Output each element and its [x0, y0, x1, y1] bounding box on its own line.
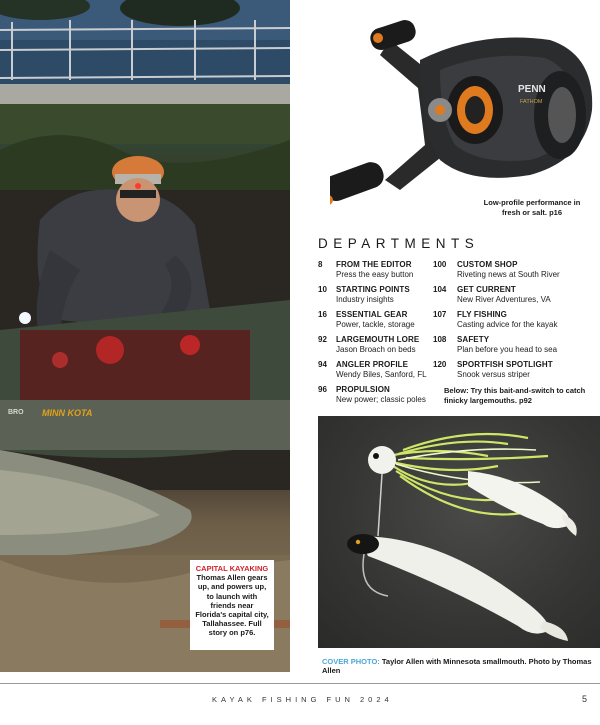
dept-page-number: 107	[433, 310, 447, 319]
dept-title: FROM THE EDITOR	[336, 260, 412, 269]
cover-photo-text: Taylor Allen with Minnesota smallmouth. Photo by Thomas Allen	[322, 657, 592, 675]
dept-item[interactable]	[433, 335, 593, 355]
lure-illustration	[318, 416, 600, 648]
motor-brand-text: MINN KOTA	[42, 408, 93, 418]
dept-item[interactable]	[433, 260, 593, 280]
dept-item[interactable]	[318, 360, 428, 380]
dept-subtitle: Industry insights	[336, 295, 394, 304]
dept-title: STARTING POINTS	[336, 285, 410, 294]
dept-title: PROPULSION	[336, 385, 390, 394]
dept-page-number: 120	[433, 360, 447, 369]
dept-page-number: 92	[318, 335, 327, 344]
dept-subtitle: Snook versus striper	[457, 370, 530, 379]
caption-body: Thomas Allen gears up, and powers up, to launch with friends near Florida's capital city, Tallahassee. Full story on p76.	[195, 573, 269, 638]
dept-item[interactable]	[433, 285, 593, 305]
dept-item[interactable]	[318, 385, 428, 405]
dept-page-number: 10	[318, 285, 327, 294]
hull-brand-text: BRO	[8, 409, 24, 416]
dept-subtitle: Wendy Biles, Sanford, FL	[336, 370, 427, 379]
dept-subtitle: New power; classic poles	[336, 395, 426, 404]
dept-subtitle: Press the easy button	[336, 270, 414, 279]
dept-page-number: 104	[433, 285, 447, 294]
fishing-reel-image	[330, 0, 600, 210]
dept-item[interactable]	[318, 310, 428, 330]
departments-heading: DEPARTMENTS	[318, 236, 480, 251]
dept-subtitle: Jason Broach on beds	[336, 345, 416, 354]
dept-title: LARGEMOUTH LORE	[336, 335, 420, 344]
photo-caption-box	[190, 560, 274, 650]
kayak-launch-photo	[0, 0, 290, 672]
dept-title: CUSTOM SHOP	[457, 260, 518, 269]
departments-right-column	[433, 260, 593, 385]
dept-page-number: 94	[318, 360, 327, 369]
reel-model-text: FATHOM	[520, 99, 543, 105]
cover-photo-credit	[322, 657, 600, 675]
dept-subtitle: Power, tackle, storage	[336, 320, 415, 329]
spinnerbait-swimbait-photo	[318, 416, 600, 648]
dept-subtitle: Casting advice for the kayak	[457, 320, 558, 329]
dept-page-number: 96	[318, 385, 327, 394]
reel-caption: Low-profile performance in fresh or salt. p16	[483, 198, 581, 217]
baitcasting-reel-illustration	[330, 0, 600, 210]
dept-title: ANGLER PROFILE	[336, 360, 409, 369]
dept-subtitle: Plan before you head to sea	[457, 345, 558, 354]
caption-title: CAPITAL KAYAKING	[195, 564, 269, 573]
dept-item[interactable]	[318, 335, 428, 355]
footer-rule	[0, 683, 600, 684]
dept-item[interactable]	[318, 285, 428, 305]
departments-left-column	[318, 260, 428, 410]
dept-subtitle: Riveting news at South River	[457, 270, 560, 279]
dept-title: SPORTFISH SPOTLIGHT	[457, 360, 553, 369]
dept-subtitle: New River Adventures, VA	[457, 295, 551, 304]
lure-caption: Below: Try this bait-and-switch to catch finicky largemouths. p92	[444, 386, 586, 405]
dept-page-number: 100	[433, 260, 447, 269]
dept-item[interactable]	[433, 360, 593, 380]
dept-title: ESSENTIAL GEAR	[336, 310, 408, 319]
footer-publication: KAYAK FISHING FUN 2024	[212, 695, 393, 704]
dept-title: GET CURRENT	[457, 285, 516, 294]
dept-title: FLY FISHING	[457, 310, 507, 319]
dept-title: SAFETY	[457, 335, 490, 344]
reel-brand-text: PENN	[518, 84, 546, 95]
column-gutter	[290, 0, 306, 672]
dept-item[interactable]	[318, 260, 428, 280]
dept-page-number: 16	[318, 310, 327, 319]
page-number: 5	[582, 694, 588, 704]
dept-item[interactable]	[433, 310, 593, 330]
dept-page-number: 8	[318, 260, 323, 269]
dept-page-number: 108	[433, 335, 447, 344]
cover-photo-label: COVER PHOTO:	[322, 657, 380, 666]
